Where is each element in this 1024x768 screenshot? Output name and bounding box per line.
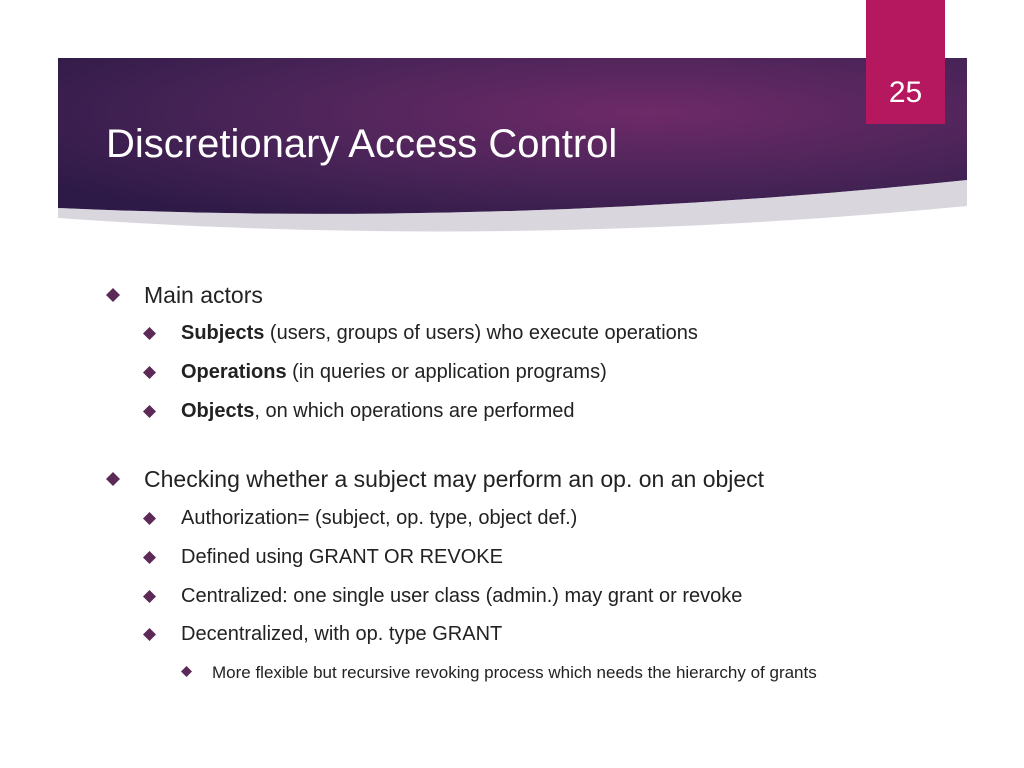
diamond-bullet-icon [143,327,156,340]
sub-bullet-subjects [143,322,698,345]
diamond-bullet-icon [181,666,192,677]
bullet-text: Decentralized, with op. type GRANT [181,623,503,645]
diamond-bullet-icon [106,472,120,486]
diamond-bullet-icon [143,405,156,418]
bullet-main-actors [106,282,263,309]
sub-bullet-authorization [143,507,577,530]
diamond-bullet-icon [143,628,156,641]
bullet-text: (users, groups of users) who execute operations [264,322,698,344]
bullet-checking [106,466,764,493]
bullet-text: Checking whether a subject may perform an op. on an object [144,466,765,492]
bold-term: Subjects [181,322,265,344]
bullet-text: , on which operations are performed [254,400,575,422]
bullet-text: Centralized: one single user class (admin.) may grant or revoke [181,585,743,607]
sub-sub-bullet-flexible [181,662,841,684]
bullet-text: More flexible but recursive revoking process which needs the hierarchy of grants [212,663,817,682]
diamond-bullet-icon [143,590,156,603]
sub-bullet-defined [143,546,503,569]
diamond-bullet-icon [143,366,156,379]
sub-bullet-decentralized [143,623,502,646]
sub-bullet-operations [143,361,607,384]
bullet-text: Defined using GRANT OR REVOKE [181,546,503,568]
page-number: 25 [888,76,923,109]
diamond-bullet-icon [143,512,156,525]
diamond-bullet-icon [143,551,156,564]
slide-title: Discretionary Access Control [106,122,618,166]
bold-term: Operations [181,361,287,383]
bullet-text: (in queries or application programs) [286,361,607,383]
page-number-badge [866,0,945,124]
bullet-text: Authorization= (subject, op. type, object def.) [181,507,578,529]
diamond-bullet-icon [106,288,120,302]
bullet-text: Main actors [144,282,263,308]
bold-term: Objects [181,400,255,422]
sub-bullet-centralized [143,585,742,608]
sub-bullet-objects [143,400,575,423]
